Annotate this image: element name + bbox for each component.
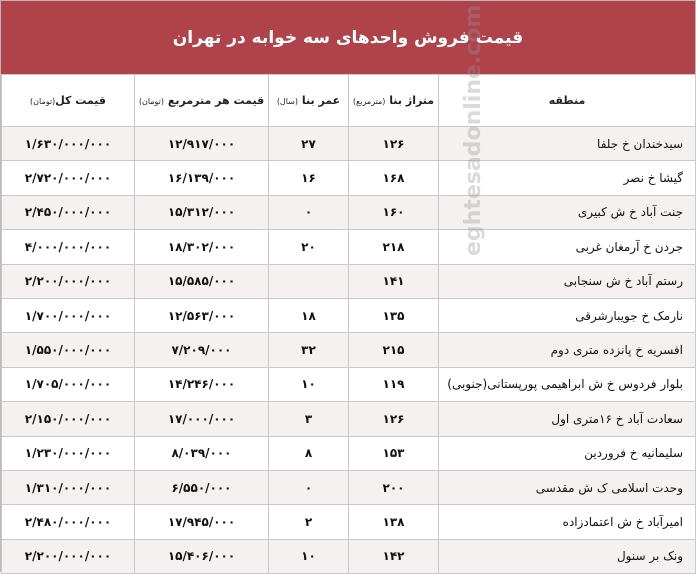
table-title: قیمت فروش واحدهای سه خوابه در تهران — [172, 27, 524, 48]
cell-size: ۲۱۵ — [349, 333, 439, 367]
cell-age: ۲ — [269, 505, 349, 539]
cell-area: جردن خ آرمغان غربی — [439, 230, 696, 264]
cell-area: وحدت اسلامی ک ش مقدسی — [439, 470, 696, 504]
cell-price-per-meter: ۱۶/۱۳۹/۰۰۰ — [135, 161, 269, 195]
cell-total-price: ۲/۲۰۰/۰۰۰/۰۰۰ — [2, 264, 135, 298]
cell-size: ۱۴۱ — [349, 264, 439, 298]
cell-total-price: ۱/۶۳۰/۰۰۰/۰۰۰ — [2, 127, 135, 161]
cell-total-price: ۲/۲۰۰/۰۰۰/۰۰۰ — [2, 539, 135, 573]
table-row — [2, 539, 696, 573]
cell-age — [269, 264, 349, 298]
cell-area: امیرآباد خ ش اعتمادزاده — [439, 505, 696, 539]
cell-price-per-meter: ۱۴/۲۴۶/۰۰۰ — [135, 367, 269, 401]
cell-area: سیدخندان خ جلفا — [439, 127, 696, 161]
cell-size: ۱۴۲ — [349, 539, 439, 573]
table-row — [2, 127, 696, 161]
cell-total-price: ۴/۰۰۰/۰۰۰/۰۰۰ — [2, 230, 135, 264]
table-row — [2, 402, 696, 436]
cell-total-price: ۱/۷۰۵/۰۰۰/۰۰۰ — [2, 367, 135, 401]
cell-price-per-meter: ۱۸/۳۰۲/۰۰۰ — [135, 230, 269, 264]
cell-price-per-meter: ۸/۰۳۹/۰۰۰ — [135, 436, 269, 470]
table-row — [2, 470, 696, 504]
cell-area: افسریه خ پانزده متری دوم — [439, 333, 696, 367]
cell-price-per-meter: ۱۷/۰۰۰/۰۰۰ — [135, 402, 269, 436]
table-header-row — [2, 75, 696, 127]
cell-size: ۱۲۶ — [349, 127, 439, 161]
table-row — [2, 195, 696, 229]
cell-age: ۱۸ — [269, 298, 349, 332]
cell-total-price: ۱/۵۵۰/۰۰۰/۰۰۰ — [2, 333, 135, 367]
cell-age: ۰ — [269, 195, 349, 229]
cell-size: ۱۳۸ — [349, 505, 439, 539]
cell-total-price: ۲/۱۵۰/۰۰۰/۰۰۰ — [2, 402, 135, 436]
table-row — [2, 436, 696, 470]
cell-area: نارمک خ جویبارشرقی — [439, 298, 696, 332]
header-area: منطقه — [439, 75, 696, 127]
table-row — [2, 264, 696, 298]
header-size: متراژ بنا (مترمربع) — [349, 75, 439, 127]
cell-total-price: ۲/۴۵۰/۰۰۰/۰۰۰ — [2, 195, 135, 229]
cell-area: جنت آباد خ ش کبیری — [439, 195, 696, 229]
table-row — [2, 161, 696, 195]
cell-area: رستم آباد خ ش سنجابی — [439, 264, 696, 298]
header-price-per-meter: قیمت هر مترمربع (تومان) — [135, 75, 269, 127]
cell-area: گیشا خ نصر — [439, 161, 696, 195]
cell-age: ۸ — [269, 436, 349, 470]
cell-price-per-meter: ۱۵/۳۱۲/۰۰۰ — [135, 195, 269, 229]
cell-size: ۱۶۸ — [349, 161, 439, 195]
cell-age: ۱۰ — [269, 539, 349, 573]
cell-size: ۱۱۹ — [349, 367, 439, 401]
cell-age: ۲۷ — [269, 127, 349, 161]
cell-size: ۲۰۰ — [349, 470, 439, 504]
cell-age: ۱۶ — [269, 161, 349, 195]
header-age: عمر بنا (سال) — [269, 75, 349, 127]
cell-total-price: ۲/۷۲۰/۰۰۰/۰۰۰ — [2, 161, 135, 195]
cell-total-price: ۱/۲۳۰/۰۰۰/۰۰۰ — [2, 436, 135, 470]
cell-size: ۱۲۶ — [349, 402, 439, 436]
cell-area: سعادت آباد خ ۱۶متری اول — [439, 402, 696, 436]
cell-age: ۳ — [269, 402, 349, 436]
cell-total-price: ۱/۷۰۰/۰۰۰/۰۰۰ — [2, 298, 135, 332]
cell-price-per-meter: ۱۷/۹۴۵/۰۰۰ — [135, 505, 269, 539]
cell-size: ۲۱۸ — [349, 230, 439, 264]
table-row — [2, 333, 696, 367]
table-row — [2, 505, 696, 539]
cell-price-per-meter: ۱۵/۴۰۶/۰۰۰ — [135, 539, 269, 573]
cell-age: ۲۰ — [269, 230, 349, 264]
cell-price-per-meter: ۱۵/۵۸۵/۰۰۰ — [135, 264, 269, 298]
cell-age: ۰ — [269, 470, 349, 504]
cell-total-price: ۱/۳۱۰/۰۰۰/۰۰۰ — [2, 470, 135, 504]
cell-price-per-meter: ۱۲/۵۶۳/۰۰۰ — [135, 298, 269, 332]
cell-price-per-meter: ۱۲/۹۱۷/۰۰۰ — [135, 127, 269, 161]
watermark: eghtesadonline.com — [461, 4, 486, 256]
cell-area: بلوار فردوس خ ش ابراهیمی پورپستانی(جنوبی) — [439, 367, 696, 401]
price-table — [1, 74, 696, 574]
title-bar — [1, 1, 695, 74]
cell-price-per-meter: ۷/۲۰۹/۰۰۰ — [135, 333, 269, 367]
cell-price-per-meter: ۶/۵۵۰/۰۰۰ — [135, 470, 269, 504]
cell-total-price: ۲/۴۸۰/۰۰۰/۰۰۰ — [2, 505, 135, 539]
table-row — [2, 298, 696, 332]
cell-area: ونک بر سنول — [439, 539, 696, 573]
cell-size: ۱۶۰ — [349, 195, 439, 229]
table-row — [2, 367, 696, 401]
cell-age: ۳۲ — [269, 333, 349, 367]
cell-age: ۱۰ — [269, 367, 349, 401]
cell-size: ۱۵۳ — [349, 436, 439, 470]
cell-area: سلیمانیه خ فروردین — [439, 436, 696, 470]
table-row — [2, 230, 696, 264]
header-total-price: قیمت کل(تومان) — [2, 75, 135, 127]
cell-size: ۱۳۵ — [349, 298, 439, 332]
